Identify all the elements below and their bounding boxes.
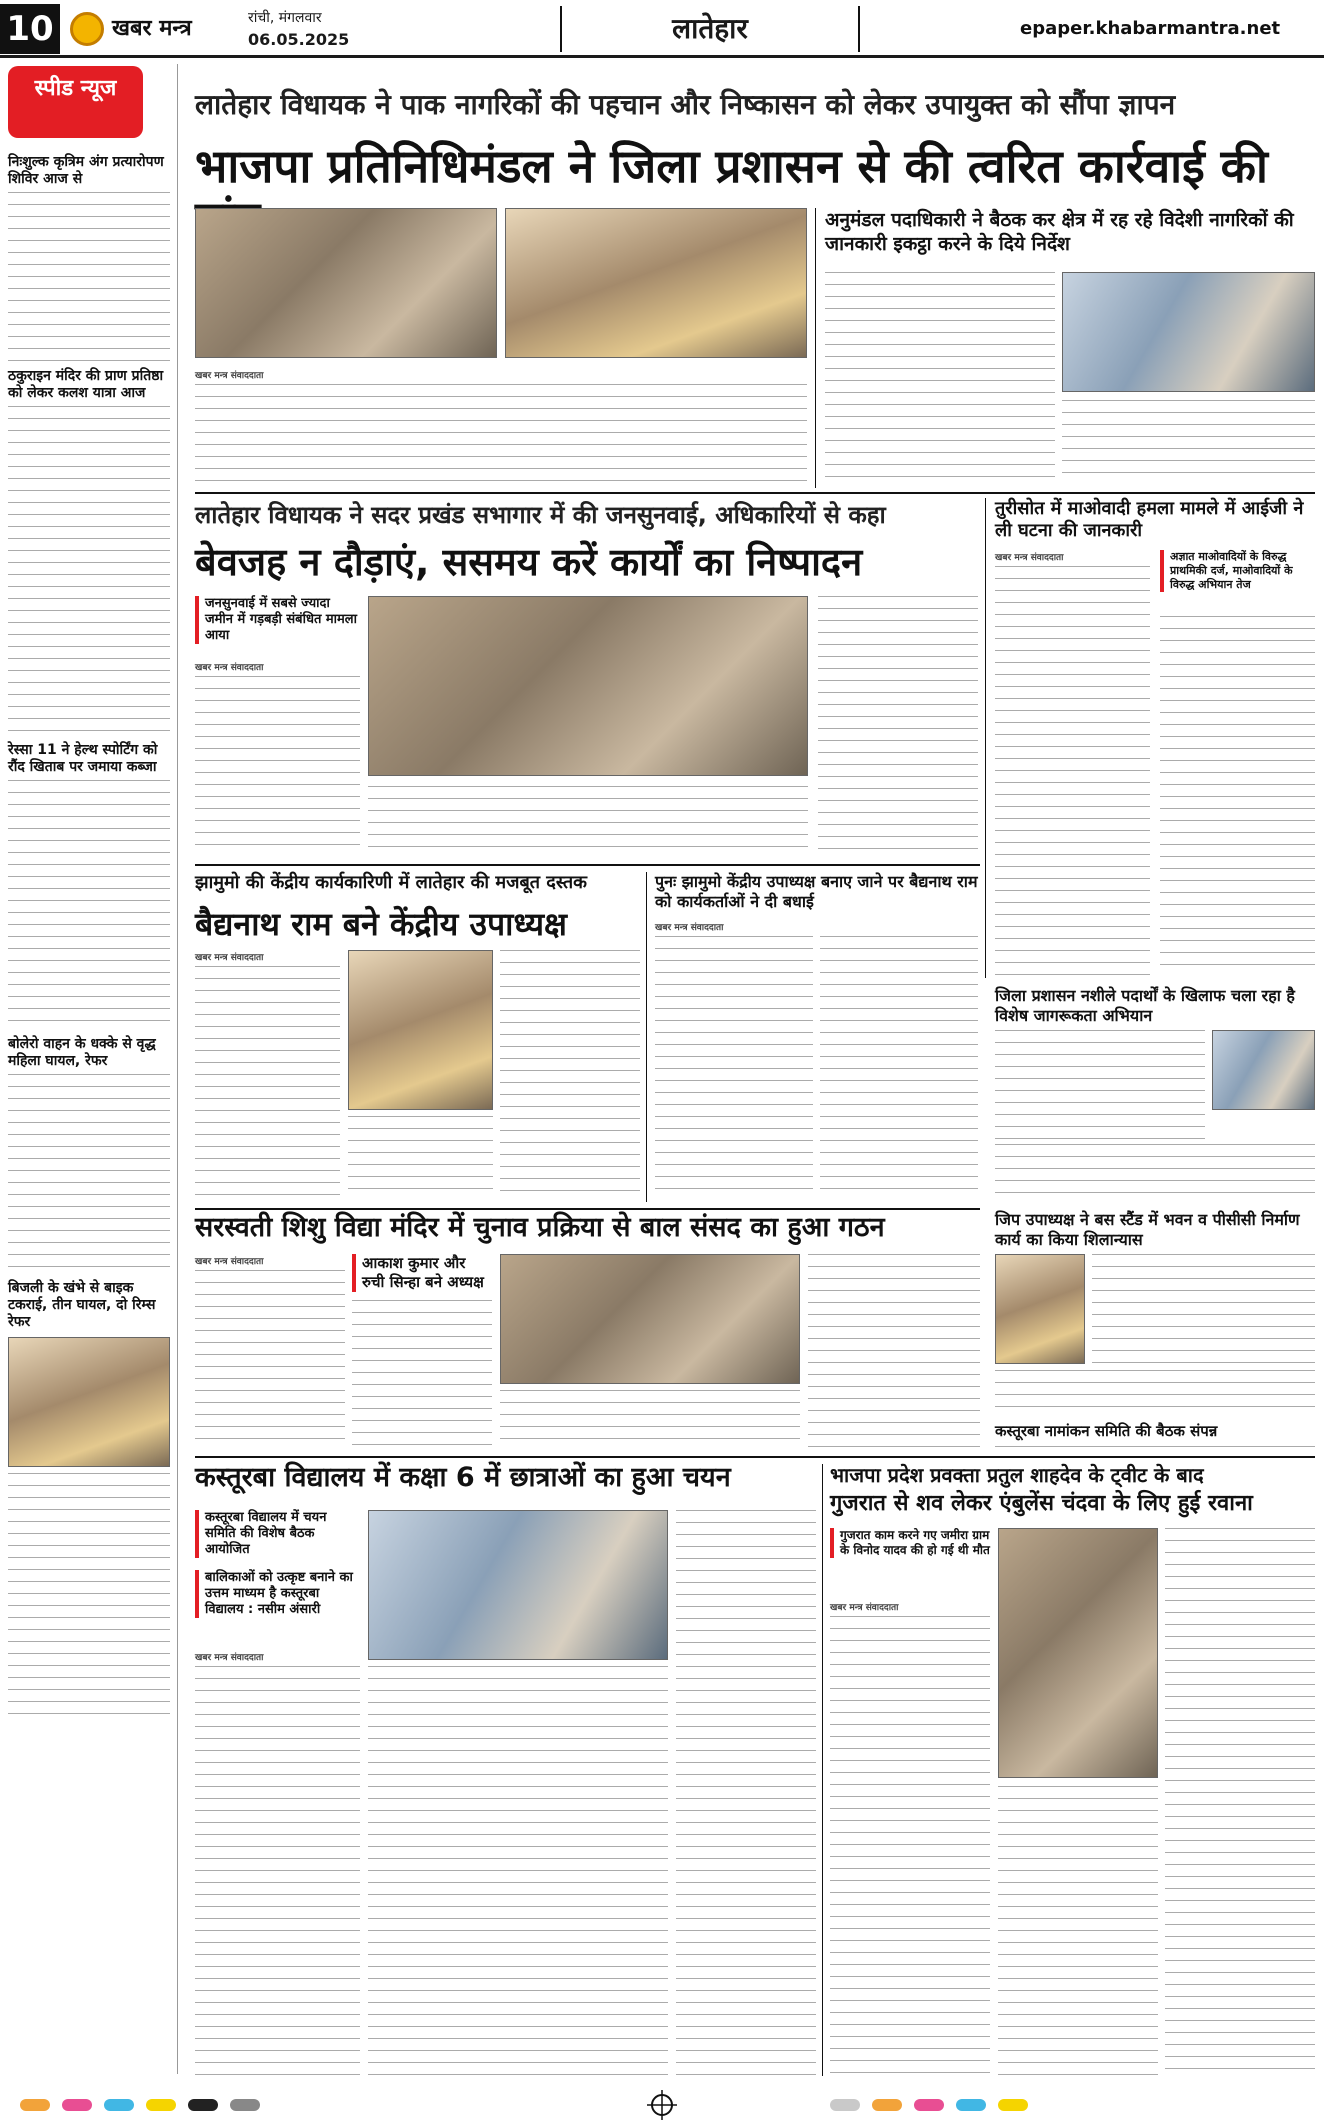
color-mark bbox=[914, 2099, 944, 2111]
story5-body bbox=[500, 950, 640, 1196]
story7-headline: जिला प्रशासन नशीले पदार्थों के खिलाफ चला रहा है विशेष जागरूकता अभियान bbox=[995, 986, 1295, 1025]
story5-byline: खबर मन्त्र संवाददाता bbox=[195, 953, 264, 963]
story8-headline: जिप उपाध्यक्ष ने बस स्टैंड में भवन व पीसीसी निर्माण कार्य का किया शिलान्यास bbox=[995, 1210, 1300, 1249]
story11-bullet-2: बालिकाओं को उत्कृष्ट बनाने का उत्तम माध्यम है कस्तूरबा विद्यालय : नसीम अंसारी bbox=[195, 1570, 360, 1618]
story11-headline: कस्तूरबा विद्यालय में कक्षा 6 में छात्राओं का हुआ चयन bbox=[195, 1462, 731, 1493]
color-mark bbox=[20, 2099, 50, 2111]
left-news-body bbox=[8, 1074, 170, 1274]
left-news-body bbox=[8, 192, 170, 362]
story9-body bbox=[500, 1390, 800, 1450]
story12-byline: खबर मन्त्र संवाददाता bbox=[830, 1603, 899, 1613]
story9-headline: सरस्वती शिशु विद्या मंदिर में चुनाव प्रक्रिया से बाल संसद का हुआ गठन bbox=[195, 1212, 885, 1243]
story1-photo-1 bbox=[195, 208, 497, 358]
story11-byline: खबर मन्त्र संवाददाता bbox=[195, 1653, 264, 1663]
story3-body bbox=[368, 786, 808, 856]
story10-headline: कस्तूरबा नामांकन समिति की बैठक संपन्न bbox=[995, 1422, 1218, 1440]
left-news-title: बिजली के खंभे से बाइक टकराई, तीन घायल, दो रिम्स रेफर bbox=[8, 1280, 156, 1330]
story4-headline: तुरीसोत में माओवादी हमला मामले में आईजी ने ली घटना की जानकारी bbox=[995, 498, 1304, 541]
story11-body bbox=[195, 1666, 360, 2076]
story3-bullet: जनसुनवाई में सबसे ज्यादा जमीन में गड़बड़ी संबंधित मामला आया bbox=[195, 596, 360, 644]
story2-body bbox=[1062, 400, 1315, 484]
story11-bullet-1: कस्तूरबा विद्यालय में चयन समिति की विशेष बैठक आयोजित bbox=[195, 1510, 360, 1558]
column-divider bbox=[646, 872, 647, 1202]
story1-headline: भाजपा प्रतिनिधिमंडल ने जिला प्रशासन से की त्वरित कार्रवाई की bbox=[195, 139, 1268, 193]
page-header bbox=[0, 0, 1324, 58]
speed-news-badge: स्पीड न्यूज bbox=[8, 66, 143, 138]
story5-headline: बैद्यनाथ राम बने केंद्रीय उपाध्यक्ष bbox=[195, 905, 567, 943]
color-mark bbox=[998, 2099, 1028, 2111]
story8-body bbox=[995, 1370, 1315, 1410]
brand-logo-icon bbox=[70, 12, 104, 46]
story1-byline: खबर मन्त्र संवाददाता bbox=[195, 371, 264, 381]
story11-body bbox=[676, 1510, 816, 2076]
story12-body bbox=[998, 1786, 1158, 2076]
left-news-body bbox=[8, 780, 170, 1030]
story1-body bbox=[195, 384, 807, 484]
story12-photo bbox=[998, 1528, 1158, 1778]
story11-photo bbox=[368, 1510, 668, 1660]
story10-body bbox=[995, 1446, 1315, 1450]
left-news-title: निःशुल्क कृत्रिम अंग प्रत्यारोपण शिविर आज से bbox=[8, 154, 164, 187]
column-divider bbox=[985, 498, 986, 978]
story12-bullet: गुजरात काम करने गए जमीरा ग्राम के विनोद यादव की हो गई थी मौत bbox=[830, 1528, 990, 1558]
story12-kicker: भाजपा प्रदेश प्रवक्ता प्रतुल शाहदेव के ट्वीट के बाद bbox=[830, 1463, 1204, 1487]
registration-marks bbox=[0, 2085, 1324, 2125]
story2-body bbox=[825, 272, 1055, 484]
column-divider bbox=[815, 208, 816, 488]
left-news-body bbox=[8, 406, 170, 736]
story12-headline: गुजरात से शव लेकर एंबुलेंस चंदवा के लिए हुई रवाना bbox=[830, 1491, 1253, 1516]
brand-name: खबर मन्त्र bbox=[112, 16, 192, 41]
section-divider bbox=[195, 1208, 980, 1210]
color-mark bbox=[872, 2099, 902, 2111]
story5-kicker: झामुमो की केंद्रीय कार्यकारिणी में लातेहार की मजबूत दस्तक bbox=[195, 872, 587, 893]
story9-photo bbox=[500, 1254, 800, 1384]
story2-photo bbox=[1062, 272, 1315, 392]
story6-headline: पुनः झामुमो केंद्रीय उपाध्यक्ष बनाए जाने पर बैद्यनाथ राम को कार्यकर्ताओं ने दी बधाई bbox=[655, 872, 978, 911]
story9-body bbox=[808, 1254, 980, 1450]
section-divider bbox=[195, 1456, 1315, 1458]
section-divider bbox=[195, 864, 980, 866]
story5-body bbox=[195, 966, 340, 1196]
story3-headline: बेवजह न दौड़ाएं, ससमय करें कार्यों का निष्पादन bbox=[195, 540, 863, 584]
left-news-title: बोलेरो वाहन के धक्के से वृद्ध महिला घायल, रेफर bbox=[8, 1036, 156, 1069]
column-divider bbox=[822, 1464, 823, 2076]
story9-bullet: आकाश कुमार और रुची सिन्हा बने अध्यक्ष bbox=[352, 1254, 492, 1292]
left-news-title: रेस्सा 11 ने हेल्थ स्पोर्टिंग को रौंद खिताब पर जमाया कब्जा bbox=[8, 742, 158, 775]
left-news-list bbox=[8, 148, 170, 1723]
story4-body bbox=[995, 566, 1150, 976]
story3-photo bbox=[368, 596, 808, 776]
edition-date: 06.05.2025 bbox=[248, 30, 350, 49]
story3-kicker: लातेहार विधायक ने सदर प्रखंड सभागार में की जनसुनवाई, अधिकारियों से कहा bbox=[195, 501, 886, 529]
edition-city: रांची, मंगलवार bbox=[248, 10, 322, 26]
story4-bullet: अज्ञात माओवादियों के विरुद्ध प्राथमिकी दर्ज, माओवादियों के विरुद्ध अभियान तेज bbox=[1160, 550, 1315, 592]
story9-byline: खबर मन्त्र संवाददाता bbox=[195, 1257, 264, 1267]
section-divider bbox=[195, 492, 1315, 494]
color-mark bbox=[104, 2099, 134, 2111]
story6-body bbox=[655, 936, 813, 1196]
story3-byline: खबर मन्त्र संवाददाता bbox=[195, 663, 264, 673]
color-mark bbox=[830, 2099, 860, 2111]
story8-body bbox=[1092, 1254, 1315, 1364]
page-footer bbox=[0, 2085, 1324, 2125]
color-mark bbox=[62, 2099, 92, 2111]
story1-kicker: लातेहार विधायक ने पाक नागरिकों की पहचान और निष्कासन को लेकर उपायुक्त को सौंपा ज्ञापन bbox=[195, 88, 1176, 121]
color-mark bbox=[956, 2099, 986, 2111]
left-news-title: ठकुराइन मंदिर की प्राण प्रतिष्ठा को लेकर कलश यात्रा आज bbox=[8, 368, 164, 401]
story2-headline: अनुमंडल पदाधिकारी ने बैठक कर क्षेत्र में रह रहे विदेशी नागरिकों की जानकारी इकट्ठा करने के दिये निर्देश bbox=[825, 209, 1294, 255]
story6-body bbox=[820, 936, 978, 1196]
story12-body bbox=[1165, 1528, 1315, 2076]
story5-body bbox=[348, 1116, 493, 1196]
story3-body bbox=[195, 676, 360, 856]
left-news-body bbox=[8, 1473, 170, 1723]
story6-byline: खबर मन्त्र संवाददाता bbox=[655, 923, 724, 933]
epaper-link[interactable]: epaper.khabarmantra.net bbox=[1020, 18, 1281, 39]
story5-portrait bbox=[348, 950, 493, 1110]
left-news-photo bbox=[8, 1337, 170, 1467]
story7-photo bbox=[1212, 1030, 1315, 1110]
left-column bbox=[8, 64, 178, 2074]
page-number: 10 bbox=[0, 4, 60, 54]
story3-body bbox=[818, 596, 978, 856]
story9-body bbox=[352, 1300, 492, 1450]
story4-body bbox=[1160, 616, 1315, 976]
story1-photo-2 bbox=[505, 208, 807, 358]
color-mark bbox=[230, 2099, 260, 2111]
story8-photo bbox=[995, 1254, 1085, 1364]
story12-body bbox=[830, 1616, 990, 2076]
section-title: लातेहार bbox=[560, 6, 860, 52]
story4-byline: खबर मन्त्र संवाददाता bbox=[995, 553, 1064, 563]
color-mark bbox=[188, 2099, 218, 2111]
story9-body bbox=[195, 1270, 345, 1450]
story11-body bbox=[368, 1666, 668, 2076]
story7-body bbox=[995, 1144, 1315, 1204]
story7-body bbox=[995, 1030, 1205, 1140]
color-mark bbox=[146, 2099, 176, 2111]
